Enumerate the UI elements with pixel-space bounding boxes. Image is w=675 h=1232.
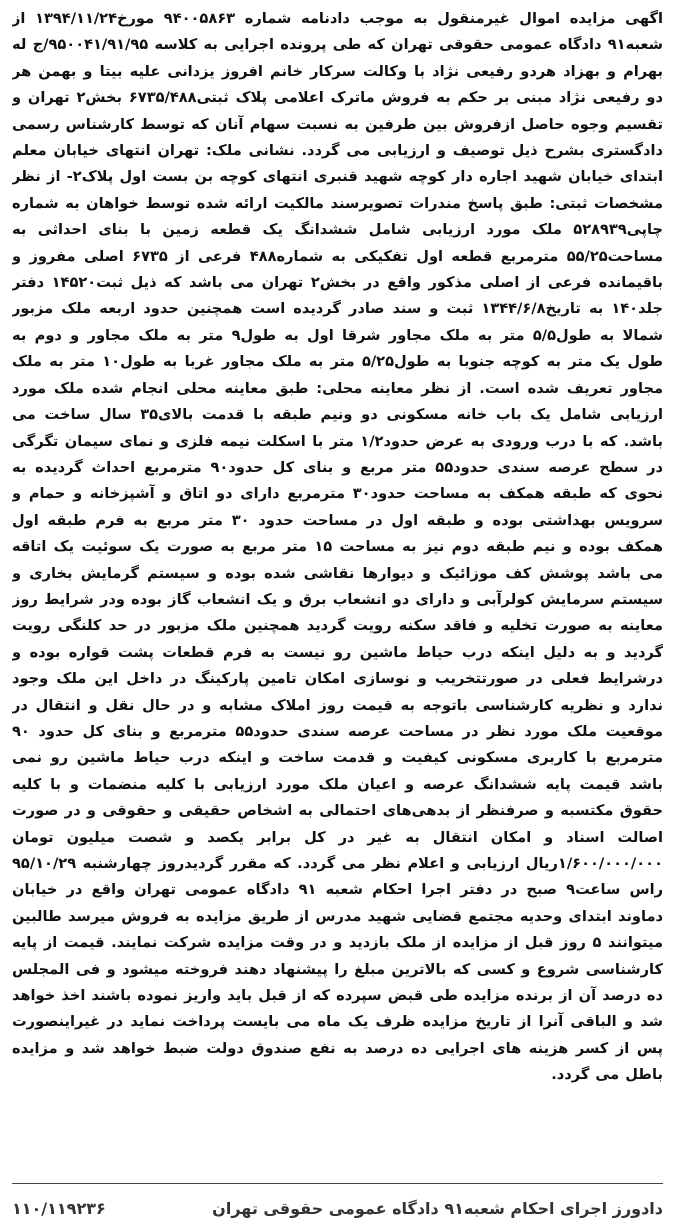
- notice-code: ۱۱۰/۱۱۹۲۳۶: [12, 1198, 106, 1218]
- auction-notice: [12, 6, 663, 1186]
- issuer-signature: دادورز اجرای احکام شعبه۹۱ دادگاه عمومی حقوقی تهران: [212, 1198, 663, 1218]
- notice-footer: [12, 1192, 663, 1224]
- notice-body: اگهی مزایده اموال غیرمنقول به موجب دادنامه شماره ۹۴۰۰۵۸۶۳ مورخ۱۳۹۴/۱۱/۲۴ از شعبه۹۱ دادگاه عمومی حقوقی تهران که طی پرونده اجرایی به کلاسه ۹۵۰۰۴۱/۹۱/۹۵/ج له بهرام و بهزاد هردو رفیعی نژاد با وکالت سرکار خانم افروز یزدانی علیه بیتا و بهمن هر دو رفیعی نژاد مبنی بر حکم به فروش ماترک اعلامی پلاک ثبتی۶۷۳۵/۴۸۸ بخش۲ تهران و تقسیم وجوه حاصل ازفروش بین طرفین به نسبت سهام آنان که توسط کارشناس رسمی دادگستری بشرح ذیل توصیف و ارزیابی می گردد. نشانی ملک: تهران انتهای خیابان معلم ابتدای خیابان شهید اجاره دار کوچه شهید قنبری انتهای کوچه بن بست اول پلاک۲- از نظر مشخصات ثبتی: طبق پاسخ مندرات تصویرسند مالکیت ارائه شده توسط خواهان به شماره چاپی۵۲۸۹۳۹ ملک مورد ارزیابی شامل ششدانگ یک قطعه زمین با بنای احداثی به مساحت۵۵/۲۵ مترمربع قطعه اول تفکیکی به شماره۴۸۸ فرعی از ۶۷۳۵ اصلی مفروز و باقیمانده فرعی از اصلی مذکور واقع در بخش۲ تهران می باشد که ذیل ثبت۱۴۵۲۰ دفتر جلد۱۴۰ به تاریخ۱۳۴۴/۶/۸ ثبت و سند صادر گردیده است همچنین حدود اربعه ملک مزبور شمالا به طول۵/۵ متر به ملک مجاور شرقا اول به طول۹ متر به ملک مجاور و دوم به طول یک متر به کوچه جنوبا به طول۵/۲۵ متر به ملک مجاور غربا به طول۱۰ متر به ملک مجاور تعریف شده است. از نظر معاینه محلی: طبق معاینه محلی انجام شده ملک مورد ارزیابی شامل یک باب خانه مسکونی دو ونیم طبقه با قدمت بالای۳۵ سال ساخت می باشد. که با درب ورودی به عرض حدود۱/۲ متر با اسکلت نیمه فلزی و نمای سیمان تگرگی در سطح عرصه سندی حدود۵۵ متر مربع و بنای کل حدود۹۰ مترمربع احداث گردیده به نحوی که طبقه همکف به مساحت حدود۳۰ مترمربع دارای دو اتاق و آشپزخانه و حمام و سرویس بهداشتی بوده و طبقه اول در مساحت حدود ۳۰ متر مربع به فرم طبقه اول همکف بوده و نیم طبقه دوم نیز به مساحت ۱۵ متر مربع به صورت یک سوئیت یک اتاقه می باشد پوشش کف موزائیک و دیوارها نقاشی شده بوده و سیستم گرمایش بخاری و سیستم سرمایش کولرآبی و دارای دو انشعاب برق و یک انشعاب گاز بوده ودر شرایط روز معاینه به صورت تخلیه و فاقد سکنه رویت گردید همچنین ملک مزبور در حد کلنگی رویت گردید و به دلیل اینکه درب حیاط ماشین رو نیست به فرم قطعات پشت قواره بوده و درشرایط فعلی در صورتتخریب و نوسازی امکان تامین پارکینگ در داخل این ملک وجود ندارد و نظریه کارشناسی باتوجه به قیمت روز املاک مشابه و در حال نقل و انتقال در موقعیت ملک مورد نظر در مساحت عرصه سندی حدود۵۵ مترمربع و بنای کل حدود ۹۰ مترمربع با کاربری مسکونی کیفیت و قدمت ساخت و اینکه درب حیاط ماشین رو نمی باشد قیمت پایه ششدانگ عرصه و اعیان ملک مورد ارزیابی با کلیه منضمات و با کلیه حقوق مکتسبه و صرفنظر از بدهی‌های احتمالی به اشخاص حقیقی و حقوقی و در صورت اصالت اسناد و امکان انتقال به غیر در کل برابر یکصد و شصت میلیون تومان ۱/۶۰۰/۰۰۰/۰۰۰ریال ارزیابی و اعلام نظر می گردد. که مقرر گردیدروز چهارشنبه ۹۵/۱۰/۲۹ راس ساعت۹ صبح در دفتر اجرا احکام شعبه ۹۱ دادگاه عمومی تهران واقع در خیابان دماوند ابتدای وحدیه مجتمع قضایی شهید مدرس از طریق مزایده به فروش میرسد طالبین میتوانند ۵ روز قبل از مزایده از ملک بازدید و در وقت مزایده شرکت نمایند. قیمت از پایه کارشناسی شروع و کسی که بالاترین مبلغ را پیشنهاد دهند فروخته میشود و فی المجلس ده درصد آن از برنده مزایده طی قبض سپرده که از قبل باید واریز نموده باشند اخذ خواهد شد و الباقی آنرا از تاریخ مزایده ظرف یک ماه می بایست پرداخت نماید در غیراینصورت پس از کسر هزینه های اجرایی ده درصد به نفع صندوق دولت ضبط خواهد شد و مزایده باطل می گردد.: [12, 10, 663, 1084]
- footer-divider: [12, 1183, 663, 1184]
